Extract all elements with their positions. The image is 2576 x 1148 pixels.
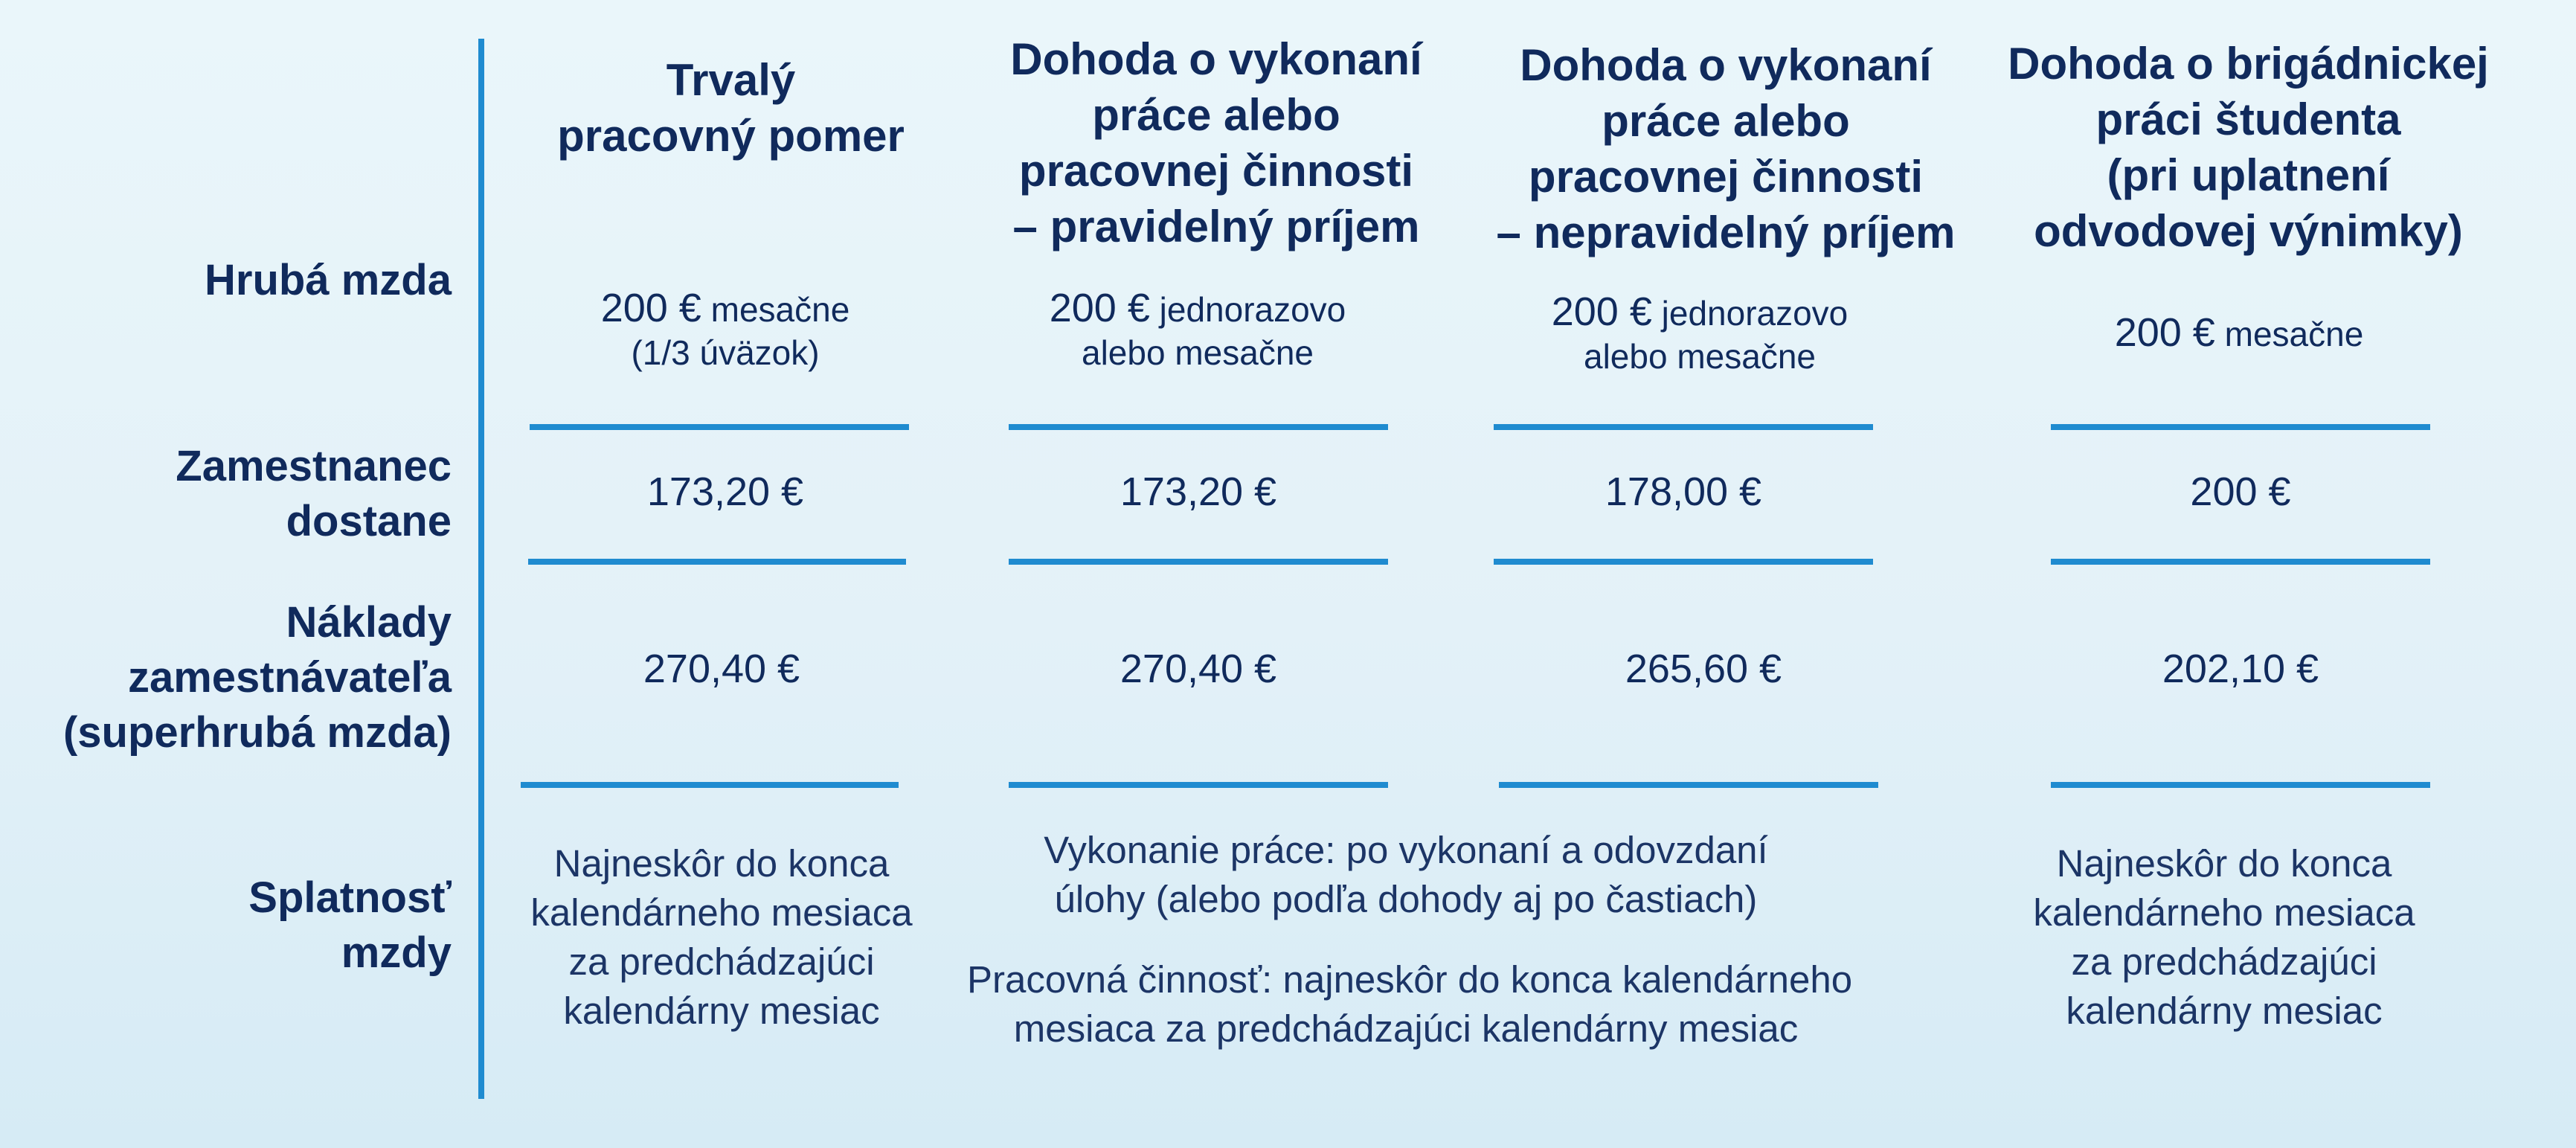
gross-note: jednorazovo: [1159, 290, 1346, 329]
separator-line: [1009, 782, 1388, 788]
gross-note: mesačne: [2224, 315, 2364, 353]
spacer: [967, 924, 1845, 955]
employee-gets-agreement-regular: 173,20 €: [1120, 469, 1277, 514]
row-label-employee-gets: Zamestnanec dostane: [176, 442, 452, 545]
separator-line: [1494, 559, 1873, 565]
separator-line: [528, 559, 906, 565]
employee-gets-agreement-irregular: 178,00 €: [1605, 469, 1762, 514]
gross-wage-agreement-irregular: 200 € jednorazovo alebo mesačne: [1551, 289, 1849, 376]
separator-line: [521, 782, 899, 788]
payment-due-agreements: Vykonanie práce: po vykonaní a odovzdaní úlohy (alebo podľa dohody aj po častiach) Pracovná činnosť: najneskôr do konca kalendárneho mesiaca za predchádzajúci kalendárny mesiac: [967, 829, 1853, 1050]
payment-due-student: Najneskôr do konca kalendárneho mesiaca za predchádzajúci kalendárny mesiac: [2033, 842, 2415, 1032]
column-header-student-agreement: Dohoda o brigádnickej práci študenta (pri uplatnení odvodovej výnimky): [2008, 39, 2489, 256]
gross-amount: 200 €: [1049, 286, 1150, 330]
column-header-permanent-employment: Trvalý pracovný pomer: [557, 55, 905, 161]
employee-gets-student: 200 €: [2190, 469, 2291, 514]
separator-line: [1009, 559, 1388, 565]
separator-line: [2051, 424, 2430, 430]
gross-note: jednorazovo: [1661, 294, 1849, 333]
gross-wage-permanent: 200 € mesačne (1/3 úväzok): [600, 286, 850, 372]
employer-cost-agreement-regular: 270,40 €: [1120, 647, 1277, 691]
payment-due-permanent: Najneskôr do konca kalendárneho mesiaca za predchádzajúci kalendárny mesiac: [530, 842, 913, 1032]
vertical-divider: [478, 39, 484, 1099]
gross-wage-student: [2061, 311, 2418, 356]
separator-line: [1009, 424, 1388, 430]
employee-gets-permanent: 173,20 €: [646, 469, 804, 514]
row-label-gross-wage: Hrubá mzda: [205, 256, 452, 304]
column-header-agreement-regular: Dohoda o vykonaní práce alebo pracovnej činnosti – pravidelný príjem: [1010, 34, 1422, 251]
row-label-payment-due: Splatnosť mzdy: [248, 873, 452, 977]
gross-amount: 200 €: [2114, 310, 2215, 355]
employer-cost-student: 202,10 €: [2162, 647, 2319, 691]
gross-amount: 200 €: [600, 286, 701, 330]
gross-wage-agreement-regular: 200 € jednorazovo alebo mesačne: [1049, 286, 1346, 372]
gross-note: mesačne: [710, 290, 850, 329]
employer-cost-permanent: 270,40 €: [643, 647, 800, 691]
separator-line: [2051, 559, 2430, 565]
separator-line: [2051, 782, 2430, 788]
employer-cost-agreement-irregular: 265,60 €: [1625, 647, 1782, 691]
separator-line: [1499, 782, 1878, 788]
separator-line: [1494, 424, 1873, 430]
column-header-agreement-irregular: Dohoda o vykonaní práce alebo pracovnej činnosti – nepravidelný príjem: [1496, 40, 1956, 257]
row-label-employer-cost: Náklady zamestnávateľa (superhrubá mzda): [62, 598, 452, 757]
separator-line: [530, 424, 909, 430]
gross-amount: 200 €: [1551, 289, 1652, 334]
